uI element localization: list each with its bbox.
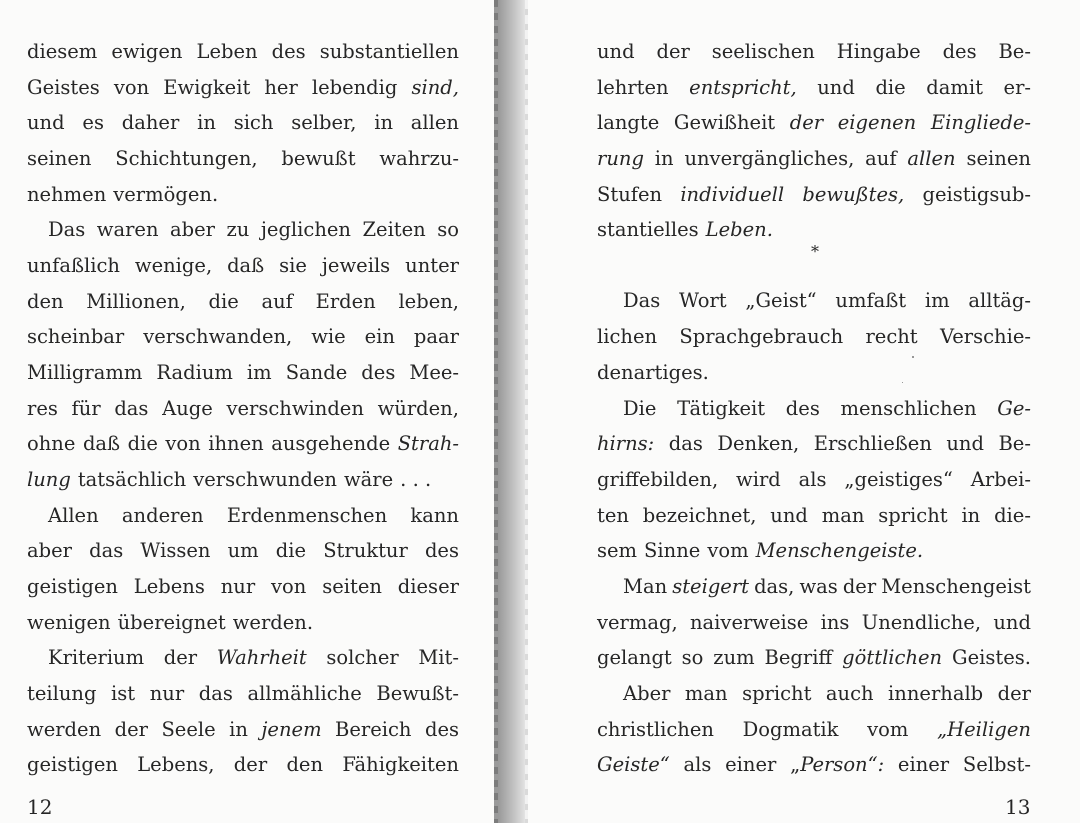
word: er-: [1003, 76, 1031, 99]
word: nur: [149, 682, 185, 705]
word: Geistes: [27, 76, 100, 99]
word: unvergängliches,: [684, 147, 855, 170]
word: Hingabe: [836, 40, 921, 63]
word: die-: [994, 504, 1031, 527]
word: seelischen: [711, 40, 815, 63]
text-line: [27, 358, 459, 388]
word: eigenen: [837, 111, 917, 134]
word: ohne: [27, 432, 76, 455]
word: christlichen: [597, 718, 714, 741]
text-line: [27, 715, 459, 745]
word: verschwunden: [193, 468, 337, 491]
word: so: [681, 646, 704, 669]
text-line: [27, 465, 459, 495]
word: spricht: [742, 682, 812, 705]
word: als: [683, 753, 712, 776]
word: nur: [220, 575, 256, 598]
text-line: [27, 429, 459, 459]
word: zu: [226, 218, 250, 241]
text-line: [27, 144, 459, 174]
word: von: [271, 575, 307, 598]
section-separator-star: *: [811, 242, 819, 261]
word: seinen: [27, 147, 92, 170]
word: und: [597, 40, 635, 63]
word: paar: [413, 325, 459, 348]
text-line: [27, 37, 459, 67]
word: der: [163, 646, 198, 669]
word: auf: [261, 290, 293, 313]
word: Seele: [161, 718, 216, 741]
word: und: [993, 611, 1031, 634]
word: der: [997, 682, 1031, 705]
word: wahrzu-: [379, 147, 459, 170]
word: wenige,: [134, 254, 213, 277]
word: Geiste“: [597, 753, 670, 776]
word: Kriterium: [48, 646, 145, 669]
word: den: [286, 753, 324, 776]
word: allen: [907, 147, 956, 170]
word: bezeichnet,: [642, 504, 757, 527]
word: solcher: [326, 646, 399, 669]
word: verschwinden: [226, 397, 364, 420]
word: bewußtes,: [802, 183, 905, 206]
text-line: [27, 322, 459, 352]
book-gutter: [494, 0, 528, 823]
text-line: [27, 180, 459, 210]
word: Bereich: [335, 718, 412, 741]
word: des: [361, 361, 396, 384]
word: in: [197, 111, 216, 134]
word: denartiges.: [597, 361, 709, 384]
word: Fähigkeiten: [342, 753, 459, 776]
word: Leben: [196, 40, 258, 63]
word: „geistiges“: [844, 468, 953, 491]
word: ewigen: [111, 40, 183, 63]
word: einer: [897, 753, 950, 776]
text-line: [623, 286, 1031, 316]
word: Menschengeist: [881, 575, 1031, 598]
word: „Heiligen: [937, 718, 1031, 741]
word: Lebens,: [137, 753, 215, 776]
word: langte: [597, 111, 660, 134]
text-line: [597, 358, 1031, 388]
word: die: [275, 539, 307, 562]
word: in: [374, 111, 393, 134]
text-line: [597, 501, 1031, 531]
word: göttlichen: [842, 646, 943, 669]
word: Geistes.: [952, 646, 1031, 669]
word: Selbst-: [962, 753, 1031, 776]
word: leben,: [398, 290, 459, 313]
text-line: [623, 394, 1031, 424]
word: naiverweise: [690, 611, 809, 634]
word: vermögen.: [113, 183, 219, 206]
word: nehmen: [27, 183, 107, 206]
word: vom: [707, 539, 749, 562]
word: ist: [111, 682, 136, 705]
word: Eingliede-: [930, 111, 1031, 134]
word: im: [924, 289, 950, 312]
word: unfaßlich: [27, 254, 120, 277]
word: der: [114, 718, 148, 741]
word: recht: [865, 325, 918, 348]
word: würden,: [377, 397, 459, 420]
word: werden.: [232, 611, 314, 634]
word: man: [684, 682, 728, 705]
word: Das: [623, 289, 661, 312]
word: man: [821, 504, 865, 527]
word: Radium: [156, 361, 233, 384]
text-line: [27, 536, 459, 566]
page-number-right: 13: [1005, 795, 1031, 819]
word: daher: [121, 111, 180, 134]
text-line: [597, 180, 1031, 210]
word: Wahrheit: [216, 646, 307, 669]
word: alltäg-: [968, 289, 1031, 312]
word: unter: [405, 254, 459, 277]
text-line: [623, 572, 1031, 602]
text-line: [597, 429, 1031, 459]
text-line: [597, 750, 1031, 780]
text-line: [597, 715, 1031, 745]
word: griffebilden,: [597, 468, 719, 491]
word: das: [198, 682, 233, 705]
word: sich: [233, 111, 274, 134]
word: Begriff: [764, 646, 833, 669]
word: wie: [311, 325, 346, 348]
text-line: [597, 643, 1031, 673]
word: wenigen: [27, 611, 111, 634]
word: Erschließen: [813, 432, 932, 455]
word: kann: [410, 504, 459, 527]
word: in: [229, 718, 248, 741]
word: ins: [820, 611, 850, 634]
word: des: [424, 718, 459, 741]
text-line: [27, 572, 459, 602]
word: geistigen: [27, 575, 118, 598]
word: Aber: [623, 682, 671, 705]
word: lung: [27, 468, 71, 491]
word: „Person“:: [790, 753, 885, 776]
text-line: [27, 287, 459, 317]
word: Struktur: [323, 539, 408, 562]
word: vermag,: [597, 611, 678, 634]
word: um: [227, 539, 259, 562]
word: dieser: [397, 575, 459, 598]
word: sem: [597, 539, 638, 562]
word: allmähliche: [247, 682, 362, 705]
word: anderen: [121, 504, 204, 527]
print-speck: [902, 382, 903, 383]
word: res: [27, 397, 58, 420]
word: Be-: [998, 40, 1031, 63]
word: im: [246, 361, 272, 384]
word: Arbei-: [970, 468, 1031, 491]
word: zum: [713, 646, 755, 669]
word: jeweils: [321, 254, 391, 277]
word: lehrten: [597, 76, 669, 99]
word: Zeiten: [362, 218, 426, 241]
word: sie: [279, 254, 307, 277]
word: die: [875, 76, 906, 99]
word: Erden: [315, 290, 376, 313]
text-line: [27, 73, 459, 103]
word: als: [798, 468, 827, 491]
word: Dogmatik: [742, 718, 839, 741]
text-line: [597, 73, 1031, 103]
word: innerhalb: [888, 682, 984, 705]
word: Bewußt-: [376, 682, 459, 705]
word: Sande: [285, 361, 348, 384]
word: von: [165, 432, 201, 455]
word: teilung: [27, 682, 97, 705]
text-line: [48, 215, 459, 245]
text-line: [597, 608, 1031, 638]
text-line: [27, 750, 459, 780]
text-line: [597, 108, 1031, 138]
word: der: [789, 111, 824, 134]
word: ausgehende: [271, 432, 391, 455]
word: das: [89, 539, 124, 562]
word: lebendig: [311, 76, 398, 99]
word: waren: [96, 218, 159, 241]
word: stantielles: [597, 218, 699, 241]
word: gelangt: [597, 646, 672, 669]
word: Sinne: [644, 539, 701, 562]
word: werden: [27, 718, 102, 741]
word: des: [942, 40, 977, 63]
word: jeglichen: [260, 218, 351, 241]
word: und: [817, 76, 855, 99]
page-number-left: 12: [27, 795, 53, 819]
word: entspricht,: [689, 76, 797, 99]
word: der: [842, 575, 877, 598]
word: das,: [754, 575, 795, 598]
word: in: [961, 504, 981, 527]
word: Tätigkeit: [677, 397, 766, 420]
word: Erdenmenschen: [226, 504, 388, 527]
word: umfaßt: [835, 289, 907, 312]
word: Lebens: [133, 575, 205, 598]
word: her: [264, 76, 298, 99]
word: jenem: [261, 718, 322, 741]
word: was: [799, 575, 838, 598]
text-line: [27, 394, 459, 424]
word: für: [71, 397, 101, 420]
word: Sprachgebrauch: [679, 325, 844, 348]
word: und: [27, 111, 65, 134]
word: Unendliche,: [861, 611, 982, 634]
word: lichen: [597, 325, 658, 348]
word: hirns:: [597, 432, 655, 455]
word: Mit-: [418, 646, 459, 669]
text-line: [27, 251, 459, 281]
word: es: [82, 111, 104, 134]
word: Be-: [998, 432, 1031, 455]
word: einer: [725, 753, 777, 776]
word: Gewißheit: [673, 111, 776, 134]
word: diesem: [27, 40, 98, 63]
word: ten: [597, 504, 629, 527]
word: Mee-: [409, 361, 459, 384]
word: seiten: [322, 575, 382, 598]
word: wäre: [343, 468, 394, 491]
word: geistigen: [27, 753, 118, 776]
word: der: [656, 40, 690, 63]
text-line: [48, 643, 459, 673]
word: die: [208, 290, 239, 313]
word: seinen: [966, 147, 1031, 170]
text-line: [48, 501, 459, 531]
word: Ewigkeit: [163, 76, 251, 99]
word: und: [946, 432, 984, 455]
word: spricht: [878, 504, 948, 527]
word: tatsächlich: [77, 468, 187, 491]
word: Schichtungen,: [115, 147, 258, 170]
word: Die: [623, 397, 657, 420]
word: Wort: [679, 289, 727, 312]
word: sind,: [411, 76, 459, 99]
text-line: [597, 536, 1031, 566]
text-line: [27, 608, 459, 638]
text-line: [597, 322, 1031, 352]
word: auf: [865, 147, 897, 170]
word: selber,: [291, 111, 357, 134]
word: scheinbar: [27, 325, 125, 348]
word: die: [127, 432, 158, 455]
word: verschwanden,: [143, 325, 293, 348]
word: aber: [27, 539, 72, 562]
word: ein: [364, 325, 395, 348]
word: das: [668, 432, 703, 455]
word: Das: [48, 218, 86, 241]
word: wird: [736, 468, 781, 491]
word: übereignet: [117, 611, 226, 634]
word: Stufen: [597, 183, 663, 206]
word: den: [27, 290, 64, 313]
word: des: [785, 397, 820, 420]
word: das: [114, 397, 149, 420]
word: daß: [227, 254, 265, 277]
word: Millionen,: [86, 290, 186, 313]
word: ihnen: [208, 432, 264, 455]
word: Leben.: [705, 218, 773, 241]
text-line: [597, 37, 1031, 67]
word: Milligramm: [27, 361, 143, 384]
word: Allen: [48, 504, 99, 527]
text-line: [27, 679, 459, 709]
word: geistigsub-: [922, 183, 1031, 206]
word: so: [437, 218, 459, 241]
word: allen: [410, 111, 459, 134]
word: steigert: [672, 575, 750, 598]
text-line: [27, 108, 459, 138]
word: und: [770, 504, 808, 527]
word: Verschie-: [939, 325, 1031, 348]
word: Menschengeiste.: [755, 539, 924, 562]
word: der: [233, 753, 268, 776]
text-line: [597, 465, 1031, 495]
word: des: [424, 539, 459, 562]
word: . . .: [400, 468, 432, 491]
word: Denken,: [717, 432, 800, 455]
print-speck: [912, 356, 914, 358]
word: damit: [926, 76, 983, 99]
word: Ge-: [997, 397, 1031, 420]
word: des: [271, 40, 306, 63]
text-line: [597, 215, 1031, 245]
word: Man: [623, 575, 668, 598]
word: menschlichen: [840, 397, 977, 420]
word: substantiellen: [319, 40, 459, 63]
word: daß: [82, 432, 121, 455]
word: Auge: [162, 397, 213, 420]
word: Wissen: [140, 539, 211, 562]
word: „Geist“: [745, 289, 817, 312]
word: in: [654, 147, 674, 170]
text-line: [623, 679, 1031, 709]
word: vom: [867, 718, 909, 741]
word: bewußt: [281, 147, 356, 170]
text-line: [597, 144, 1031, 174]
word: von: [113, 76, 150, 99]
word: Strah-: [397, 432, 459, 455]
word: aber: [170, 218, 216, 241]
word: auch: [825, 682, 874, 705]
word: rung: [597, 147, 644, 170]
word: individuell: [680, 183, 785, 206]
